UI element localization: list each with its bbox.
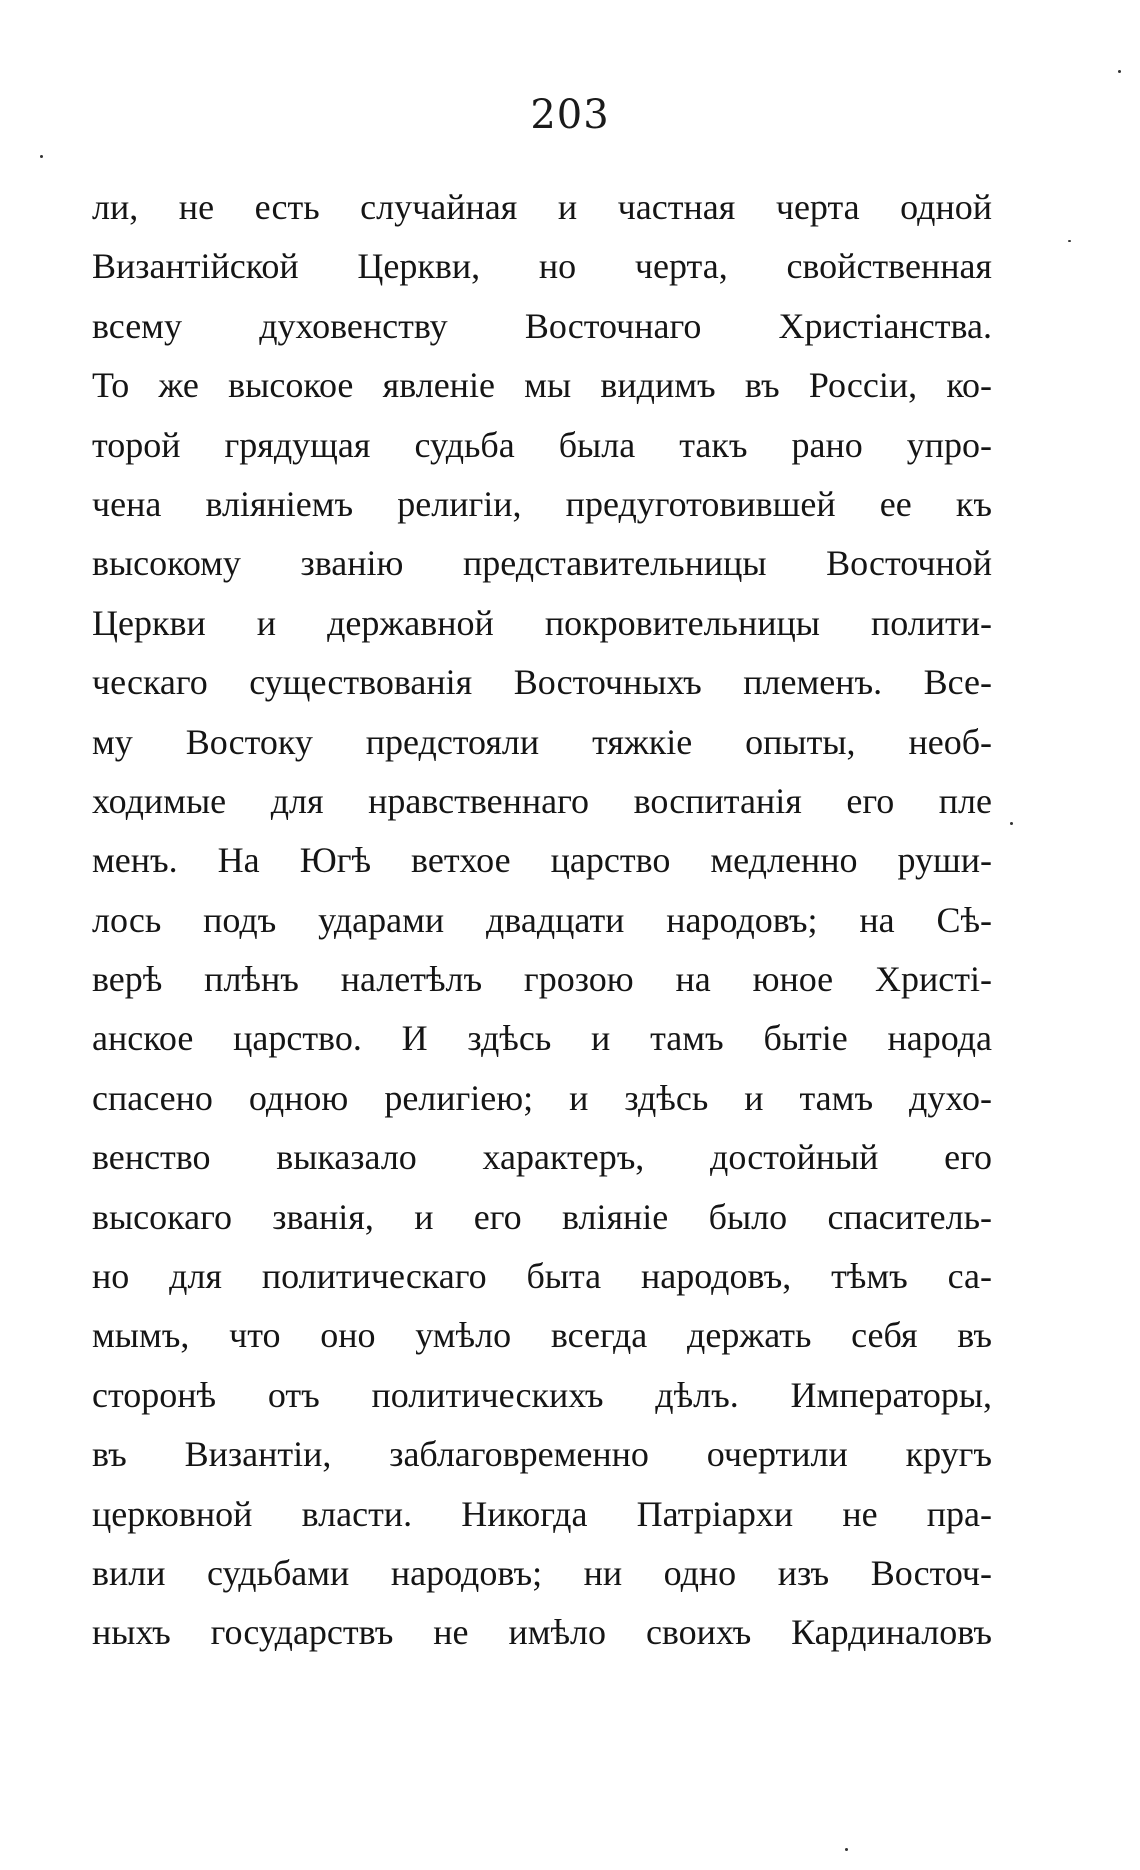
text-line: торой грядущая судьба была такъ рано упро- xyxy=(92,424,992,465)
scan-speck xyxy=(1068,240,1071,242)
scan-speck xyxy=(40,155,43,158)
text-line: верѣ плѣнъ налетѣлъ грозою на юное Христі- xyxy=(92,959,992,1000)
text-line: высокому званію представительницы Восточной xyxy=(92,543,992,584)
text-line: Византійской Церкви, но черта, свойственная xyxy=(92,246,992,287)
text-line: сторонѣ отъ политическихъ дѣлъ. Императоры, xyxy=(92,1374,992,1415)
text-line: церковной власти. Никогда Патріархи не пра- xyxy=(92,1493,992,1534)
text-line: всему духовенству Восточнаго Христіанства. xyxy=(92,305,992,346)
text-line: менъ. На Югѣ ветхое царство медленно руши- xyxy=(92,840,992,881)
scan-speck xyxy=(1118,70,1121,73)
text-line: но для политическаго быта народовъ, тѣмъ са- xyxy=(92,1256,992,1297)
text-line: ческаго существованія Восточныхъ племенъ. Все- xyxy=(92,662,992,703)
text-line: ныхъ государствъ не имѣло своихъ Кардиналовъ xyxy=(92,1612,992,1653)
text-line: анское царство. И здѣсь и тамъ бытіе народа xyxy=(92,1018,992,1059)
text-line: чена вліяніемъ религіи, предуготовившей ее къ xyxy=(92,483,992,524)
text-line: венство выказало характеръ, достойный его xyxy=(92,1137,992,1178)
text-line: высокаго званія, и его вліяніе было спаситель- xyxy=(92,1196,992,1237)
text-line: спасено одною религіею; и здѣсь и тамъ духо- xyxy=(92,1077,992,1118)
text-line: мымъ, что оно умѣло всегда держать себя въ xyxy=(92,1315,992,1356)
text-line: То же высокое явленіе мы видимъ въ Россіи, ко- xyxy=(92,365,992,406)
page-number: 203 xyxy=(530,92,610,138)
text-line: ли, не есть случайная и частная черта одной xyxy=(92,187,992,227)
scan-speck xyxy=(1010,822,1013,825)
text-line: ходимые для нравственнаго воспитанія его пле xyxy=(92,780,992,821)
text-line: вили судьбами народовъ; ни одно изъ Восточ- xyxy=(92,1552,992,1593)
text-line: Церкви и державной покровительницы полити- xyxy=(92,602,992,643)
text-line: въ Византіи, заблаговременно очертили кругъ xyxy=(92,1434,992,1475)
text-line: лось подъ ударами двадцати народовъ; на Сѣ- xyxy=(92,899,992,940)
scan-speck xyxy=(845,1848,848,1851)
text-line: му Востоку предстояли тяжкіе опыты, необ- xyxy=(92,721,992,762)
body-text xyxy=(92,178,992,1663)
